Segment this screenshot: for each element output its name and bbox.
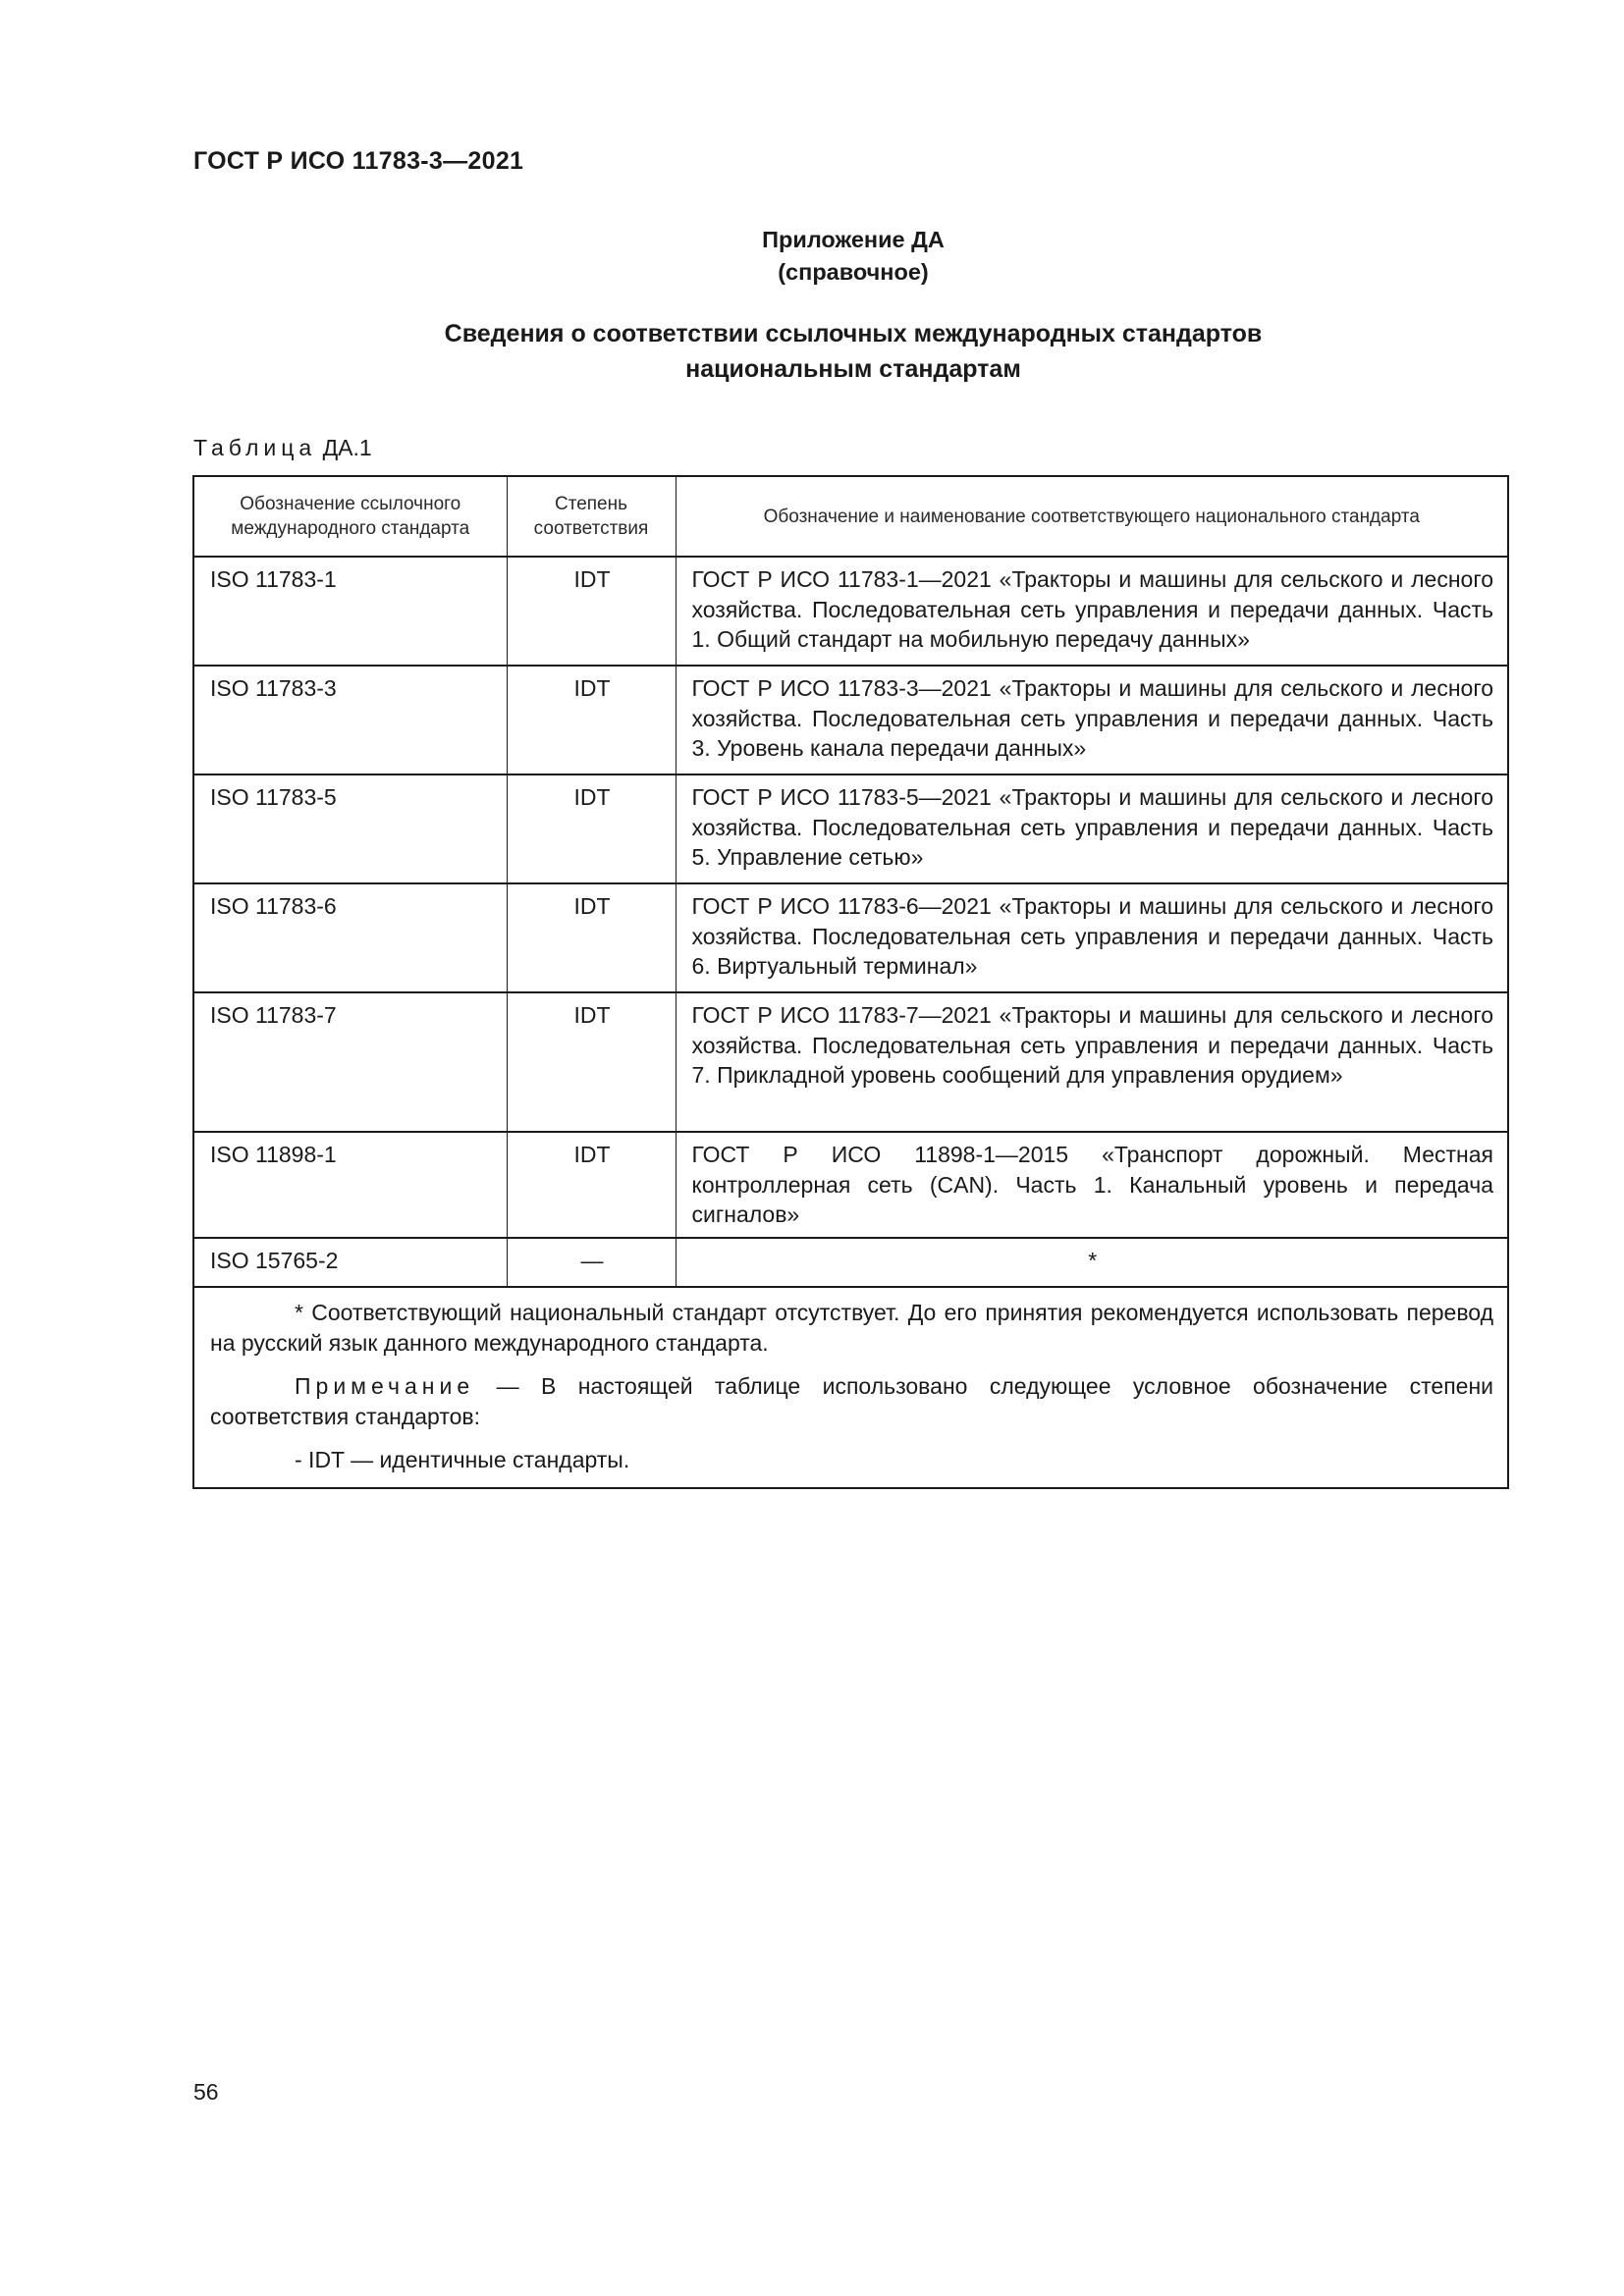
note-text: — В настоящей таблице использовано следующее условное обозначение степени соответствия стандартов: — [210, 1372, 1493, 1429]
table-row — [194, 774, 1507, 883]
column-header-intl: Обозначение ссылочного международного стандарта — [194, 477, 507, 557]
intl-standard-cell: ISO 11783-5 — [194, 774, 507, 883]
degree-cell: IDT — [507, 883, 676, 992]
page-number: 56 — [193, 2079, 219, 2105]
degree-cell: IDT — [507, 557, 676, 666]
intl-standard-cell: ISO 11783-7 — [194, 992, 507, 1132]
annex-heading-line-2: национальным стандартам — [685, 355, 1021, 383]
table-row — [194, 1132, 1507, 1238]
table-row — [194, 1238, 1507, 1287]
degree-cell: IDT — [507, 1132, 676, 1238]
table-row — [194, 557, 1507, 666]
degree-cell: IDT — [507, 774, 676, 883]
degree-cell: IDT — [507, 666, 676, 774]
national-standard-cell: ГОСТ Р ИСО 11783-1—2021 «Тракторы и машины для сельского и лесного хозяйства. Последовательная сеть управления и передачи данных. Часть 1. Общий стандарт на мобильную передачу данных» — [676, 557, 1507, 666]
annex-subtitle: (справочное) — [778, 259, 929, 285]
note-list-item: - IDT — идентичные стандарты. — [295, 1446, 630, 1472]
footnote-text: * Соответствующий национальный стандарт отсутствует. До его принятия рекомендуется использовать перевод на русский язык данного международного стандарта. — [210, 1299, 1493, 1356]
national-standard-cell: ГОСТ Р ИСО 11898-1—2015 «Транспорт дорожный. Местная контроллерная сеть (CAN). Часть 1. Канальный уровень и передача сигналов» — [676, 1132, 1507, 1238]
correspondence-table — [192, 475, 1509, 1489]
annex-title-block — [0, 224, 1624, 289]
intl-standard-cell: ISO 11783-6 — [194, 883, 507, 992]
note-paragraph — [210, 1371, 1493, 1432]
national-standard-cell: ГОСТ Р ИСО 11783-7—2021 «Тракторы и машины для сельского и лесного хозяйства. Последовательная сеть управления и передачи данных. Часть 7. Прикладной уровень сообщений для управления орудием» — [676, 992, 1507, 1132]
table-row — [194, 883, 1507, 992]
table-caption-number: ДА.1 — [322, 435, 372, 460]
intl-standard-cell: ISO 15765-2 — [194, 1238, 507, 1287]
intl-standard-cell: ISO 11783-1 — [194, 557, 507, 666]
national-standard-cell: ГОСТ Р ИСО 11783-5—2021 «Тракторы и машины для сельского и лесного хозяйства. Последовательная сеть управления и передачи данных. Часть 5. Управление сетью» — [676, 774, 1507, 883]
table-notes — [194, 1288, 1507, 1487]
document-code: ГОСТ Р ИСО 11783-3—2021 — [193, 147, 524, 175]
degree-cell: — — [507, 1238, 676, 1287]
annex-heading — [0, 316, 1624, 387]
annex-title: Приложение ДА — [762, 227, 945, 252]
column-header-degree: Степень соответствия — [507, 477, 676, 557]
national-standard-cell: ГОСТ Р ИСО 11783-6—2021 «Тракторы и машины для сельского и лесного хозяйства. Последовательная сеть управления и передачи данных. Часть 6. Виртуальный терминал» — [676, 883, 1507, 992]
table-caption-word: Таблица — [193, 435, 317, 460]
intl-standard-cell: ISO 11898-1 — [194, 1132, 507, 1238]
note-label: Примечание — [295, 1372, 475, 1399]
table-caption — [193, 435, 372, 461]
column-header-national: Обозначение и наименование соответствующего национального стандарта — [676, 477, 1507, 557]
annex-heading-line-1: Сведения о соответствии ссылочных международных стандартов — [444, 320, 1263, 347]
table-row — [194, 992, 1507, 1132]
table-row — [194, 666, 1507, 774]
correspondence-grid — [194, 477, 1507, 1288]
intl-standard-cell: ISO 11783-3 — [194, 666, 507, 774]
degree-cell: IDT — [507, 992, 676, 1132]
national-standard-cell: ГОСТ Р ИСО 11783-3—2021 «Тракторы и машины для сельского и лесного хозяйства. Последовательная сеть управления и передачи данных. Часть 3. Уровень канала передачи данных» — [676, 666, 1507, 774]
national-standard-cell: * — [676, 1238, 1507, 1287]
table-header-row — [194, 477, 1507, 557]
